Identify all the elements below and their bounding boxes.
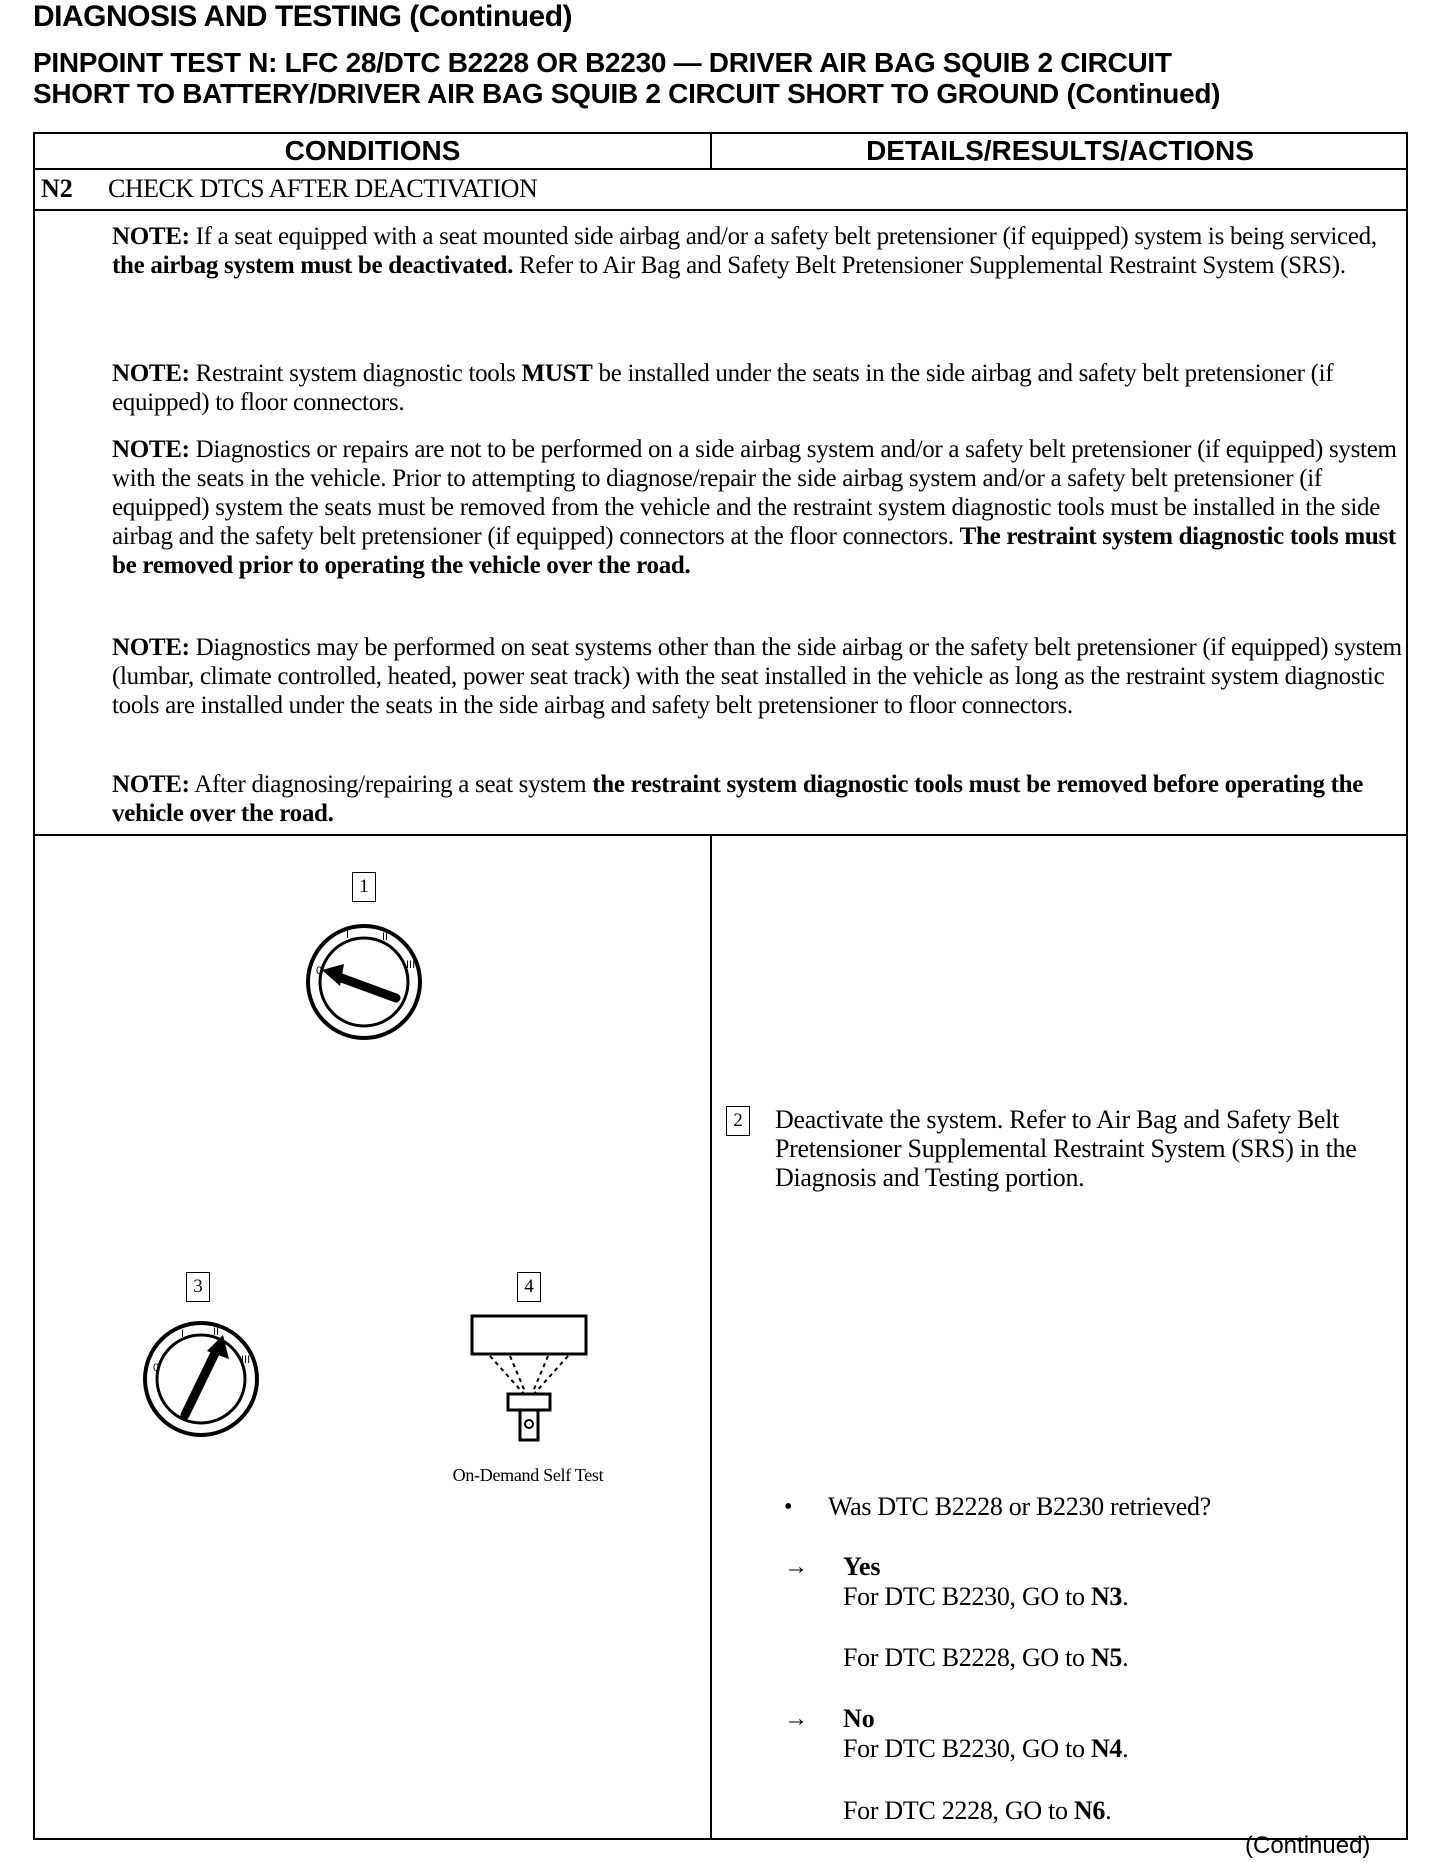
step-link-n5[interactable]: N5 xyxy=(1090,1643,1123,1672)
notes-rule xyxy=(35,834,1406,836)
continued-footer: (Continued) xyxy=(1245,1832,1371,1859)
note-other-seat-systems xyxy=(112,633,1402,720)
header-rule xyxy=(35,168,1406,170)
step-link-n4[interactable]: N4 xyxy=(1090,1734,1123,1763)
note-emphasis: the airbag system must be deactivated. xyxy=(112,252,514,279)
step-id: N2 xyxy=(41,174,73,203)
svg-text:I: I xyxy=(346,929,350,941)
note-text: Diagnostics or repairs are not to be performed on a side airbag system and/or a safety belt pretensioner (if equipped) system with the seats in the vehicle. Prior to attempting to diagnose/repair the side airbag system and/or a safety belt pretensioner (if equipped) system the seats must be removed from the vehicle and the restraint system diagnostic tools must be installed in the side airbag and the safety belt pretensioner (if equipped) connectors at the floor connectors. xyxy=(112,436,1397,550)
note-text: Refer to Air Bag and Safety Belt Pretensioner Supplemental Restraint System (SRS). xyxy=(519,252,1346,279)
step-link-n3[interactable]: N3 xyxy=(1090,1582,1123,1611)
action-deactivate-system: Deactivate the system. Refer to Air Bag and Safety Belt Pretensioner Supplemental Restraint System (SRS) in the Diagnosis and Testing portion. xyxy=(775,1105,1357,1192)
figure-caption: On-Demand Self Test xyxy=(452,1465,604,1485)
note-deactivate-airbag xyxy=(112,222,1402,280)
note-emphasis: the restraint system diagnostic tools must be removed before operating the vehicle over the road. xyxy=(112,771,1364,827)
svg-text:0: 0 xyxy=(153,1362,160,1374)
header-divider xyxy=(710,134,712,168)
step-title: CHECK DTCS AFTER DEACTIVATION xyxy=(108,174,538,203)
no-arrow-icon: → xyxy=(784,1706,808,1732)
note-emphasis: MUST xyxy=(521,360,593,387)
callout-3: 3 xyxy=(186,1272,210,1302)
note-remove-tools xyxy=(112,770,1402,828)
svg-text:III: III xyxy=(241,1354,251,1366)
svg-text:I: I xyxy=(181,1328,185,1340)
note-label: NOTE: xyxy=(112,634,190,661)
question-text: Was DTC B2228 or B2230 retrieved? xyxy=(828,1492,1211,1521)
column-header-conditions: CONDITIONS xyxy=(284,135,461,166)
pinpoint-title-line-1: PINPOINT TEST N: LFC 28/DTC B2228 OR B2230 — DRIVER AIR BAG SQUIB 2 CIRCUIT xyxy=(33,47,1172,78)
ignition-switch-run-icon xyxy=(137,1315,265,1443)
answer-no-line-1: For DTC B2230, GO to N4. xyxy=(843,1734,1129,1763)
callout-1: 1 xyxy=(352,872,376,902)
answer-no-label: No xyxy=(843,1704,875,1733)
svg-text:II: II xyxy=(213,1326,220,1338)
ignition-switch-off-icon xyxy=(300,918,428,1046)
note-text: Restraint system diagnostic tools xyxy=(195,360,516,387)
pinpoint-title-line-2: SHORT TO BATTERY/DRIVER AIR BAG SQUIB 2 CIRCUIT SHORT TO GROUND (Continued) xyxy=(33,78,1221,109)
note-seats-removed xyxy=(112,435,1402,580)
pinpoint-test-title xyxy=(33,47,1413,109)
scan-tool-icon xyxy=(470,1314,590,1444)
body-divider xyxy=(710,834,712,1838)
note-emphasis: The restraint system diagnostic tools must be removed prior to operating the vehicle over the road. xyxy=(112,523,1396,579)
note-label: NOTE: xyxy=(112,360,190,387)
note-diagnostic-tools-installed xyxy=(112,359,1402,417)
step-title-rule xyxy=(35,209,1406,211)
note-label: NOTE: xyxy=(112,436,190,463)
note-text: be installed under the seats in the side airbag and safety belt pretensioner (if equipped) to floor connectors. xyxy=(112,360,1334,416)
callout-2: 2 xyxy=(726,1106,750,1136)
svg-text:II: II xyxy=(382,931,389,943)
note-label: NOTE: xyxy=(112,771,190,798)
note-text: If a seat equipped with a seat mounted side airbag and/or a safety belt pretensioner (if equipped) system is being serviced, xyxy=(195,223,1377,250)
svg-text:0: 0 xyxy=(316,965,323,977)
note-label: NOTE: xyxy=(112,223,190,250)
page-header: DIAGNOSIS AND TESTING (Continued) xyxy=(33,0,573,33)
note-text: Diagnostics may be performed on seat systems other than the side airbag or the safety belt pretensioner (if equipped) system (lumbar, climate controlled, heated, power seat track) with the seat installed in the vehicle as long as the restraint system diagnostic tools are installed under the seats in the side airbag and safety belt pretensioner to floor connectors. xyxy=(112,634,1402,719)
yes-arrow-icon: → xyxy=(784,1554,808,1580)
answer-yes-line-1: For DTC B2230, GO to N3. xyxy=(843,1582,1129,1611)
column-header-details: DETAILS/RESULTS/ACTIONS xyxy=(866,135,1254,166)
pinpoint-test-table xyxy=(33,132,1408,1840)
answer-no-line-2: For DTC 2228, GO to N6. xyxy=(843,1796,1112,1825)
callout-4: 4 xyxy=(517,1272,541,1302)
step-link-n6[interactable]: N6 xyxy=(1073,1796,1106,1825)
question-bullet: • xyxy=(784,1494,793,1520)
answer-yes-line-2: For DTC B2228, GO to N5. xyxy=(843,1643,1129,1672)
answer-yes-label: Yes xyxy=(843,1552,881,1581)
note-text: After diagnosing/repairing a seat system xyxy=(194,771,587,798)
svg-text:III: III xyxy=(406,959,416,971)
